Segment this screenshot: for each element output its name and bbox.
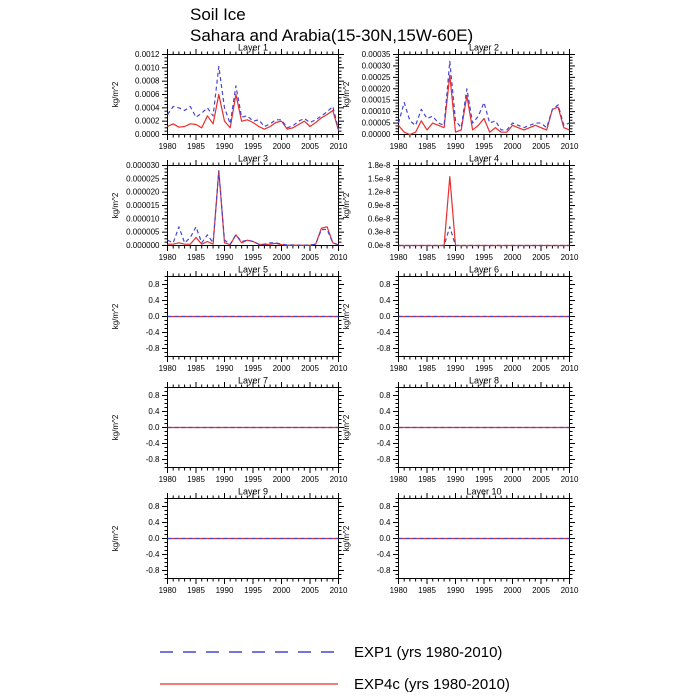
panel-layer-9 bbox=[105, 486, 350, 600]
plot-frame bbox=[168, 166, 339, 246]
x-tick-label: 1990 bbox=[446, 586, 465, 595]
plot-frame bbox=[399, 55, 570, 135]
panel-layer-8 bbox=[336, 375, 581, 489]
x-tick-label: 1990 bbox=[446, 475, 465, 484]
legend-label-exp1: EXP1 (yrs 1980-2010) bbox=[354, 643, 503, 661]
y-tick-label: 1.5e-8 bbox=[367, 174, 391, 184]
panel-layer-3 bbox=[105, 153, 350, 267]
panel-layer-2 bbox=[336, 42, 581, 156]
y-tick-label: 0.3e-8 bbox=[367, 227, 391, 237]
x-tick-label: 2010 bbox=[560, 253, 579, 262]
y-tick-label: 0.0 bbox=[379, 423, 391, 432]
x-tick-label: 2010 bbox=[329, 586, 348, 595]
x-tick-label: 1995 bbox=[244, 364, 262, 373]
x-tick-label: 1995 bbox=[475, 142, 493, 151]
y-tick-label: 0.0012 bbox=[135, 50, 160, 59]
x-tick-label: 2010 bbox=[329, 142, 348, 151]
legend-line-dashed bbox=[158, 646, 340, 658]
panel-title: Layer 5 bbox=[237, 264, 269, 275]
exp1-line bbox=[168, 171, 339, 245]
x-tick-label: 1995 bbox=[475, 475, 493, 484]
y-tick-label: 0.000020 bbox=[126, 187, 160, 197]
y-tick-label: -0.4 bbox=[145, 439, 160, 448]
y-tick-label: -0.8 bbox=[145, 566, 160, 575]
x-tick-label: 1990 bbox=[446, 142, 465, 151]
panel-title: Layer 4 bbox=[468, 153, 500, 164]
x-tick-label: 1990 bbox=[446, 253, 465, 262]
y-tick-label: 0.4 bbox=[148, 407, 160, 416]
y-tick-label: 0.8 bbox=[379, 280, 391, 289]
panel-title: Layer 7 bbox=[237, 375, 269, 386]
x-tick-label: 2010 bbox=[329, 475, 348, 484]
y-tick-label: 0.000005 bbox=[126, 227, 160, 237]
x-tick-label: 2010 bbox=[560, 364, 579, 373]
y-axis-label: kg/m^2 bbox=[342, 525, 351, 552]
y-axis-label: kg/m^2 bbox=[111, 525, 120, 552]
panel-title: Layer 6 bbox=[468, 264, 500, 275]
panel-layer-6 bbox=[336, 264, 581, 378]
x-tick-label: 2000 bbox=[272, 253, 291, 262]
x-tick-label: 1985 bbox=[418, 253, 436, 262]
x-tick-label: 1995 bbox=[475, 253, 493, 262]
y-tick-label: 0.000000 bbox=[126, 241, 160, 250]
y-tick-label: 0.0 bbox=[148, 312, 160, 321]
x-tick-label: 1990 bbox=[215, 253, 234, 262]
y-tick-label: -0.8 bbox=[376, 566, 391, 575]
x-tick-label: 1980 bbox=[158, 475, 177, 484]
y-tick-label: 0.00035 bbox=[361, 50, 391, 59]
x-tick-label: 2000 bbox=[272, 475, 291, 484]
y-tick-label: 0.000010 bbox=[126, 214, 160, 224]
x-tick-label: 2005 bbox=[532, 142, 550, 151]
x-tick-label: 1980 bbox=[158, 142, 177, 151]
panel-title: Layer 8 bbox=[468, 375, 500, 386]
legend-label-exp4c: EXP4c (yrs 1980-2010) bbox=[354, 675, 510, 693]
x-tick-label: 1980 bbox=[389, 253, 408, 262]
y-tick-label: 1.8e-8 bbox=[367, 161, 391, 170]
y-tick-label: 0.0004 bbox=[135, 103, 160, 113]
y-tick-label: 0.0002 bbox=[135, 116, 160, 126]
x-tick-label: 1980 bbox=[389, 586, 408, 595]
x-tick-label: 2005 bbox=[532, 253, 550, 262]
x-tick-label: 2000 bbox=[272, 142, 291, 151]
x-tick-label: 1985 bbox=[418, 364, 436, 373]
x-tick-label: 1990 bbox=[215, 142, 234, 151]
x-tick-label: 1985 bbox=[187, 253, 205, 262]
y-tick-label: 0.000015 bbox=[126, 201, 160, 210]
y-tick-label: 0.8 bbox=[148, 280, 160, 289]
y-tick-label: 0.0e-8 bbox=[367, 241, 391, 250]
x-tick-label: 1990 bbox=[215, 586, 234, 595]
y-tick-label: 0.0 bbox=[148, 423, 160, 432]
panel-title: Layer 2 bbox=[468, 42, 500, 53]
y-tick-label: -0.8 bbox=[376, 455, 391, 464]
x-tick-label: 2005 bbox=[532, 475, 550, 484]
y-tick-label: 0.8 bbox=[379, 502, 391, 511]
x-tick-label: 1980 bbox=[389, 142, 408, 151]
x-tick-label: 1990 bbox=[215, 364, 234, 373]
y-axis-label: kg/m^2 bbox=[342, 414, 351, 441]
x-tick-label: 1985 bbox=[187, 475, 205, 484]
y-tick-label: 0.0 bbox=[379, 312, 391, 321]
x-tick-label: 2000 bbox=[503, 364, 522, 373]
y-tick-label: 0.00020 bbox=[361, 84, 391, 94]
x-tick-label: 2000 bbox=[272, 364, 291, 373]
panel-layer-5 bbox=[105, 264, 350, 378]
x-tick-label: 2005 bbox=[301, 142, 319, 151]
y-tick-label: -0.4 bbox=[145, 550, 160, 559]
x-tick-label: 2005 bbox=[532, 364, 550, 373]
x-tick-label: 2010 bbox=[560, 586, 579, 595]
x-tick-label: 1985 bbox=[187, 364, 205, 373]
panel-layer-1 bbox=[105, 42, 350, 156]
y-tick-label: 0.0008 bbox=[135, 76, 160, 86]
y-tick-label: 0.00025 bbox=[361, 72, 391, 82]
figure-title-line1: Soil Ice bbox=[190, 5, 246, 24]
x-tick-label: 1985 bbox=[187, 586, 205, 595]
y-tick-label: 0.00030 bbox=[361, 61, 391, 71]
y-tick-label: 0.8 bbox=[148, 391, 160, 400]
panel-title: Layer 1 bbox=[237, 42, 269, 53]
x-tick-label: 2010 bbox=[560, 475, 579, 484]
y-axis-label: kg/m^2 bbox=[342, 303, 351, 330]
y-tick-label: -0.4 bbox=[376, 328, 391, 337]
x-tick-label: 2000 bbox=[503, 253, 522, 262]
y-tick-label: 0.0006 bbox=[135, 90, 160, 99]
y-tick-label: 0.8 bbox=[379, 391, 391, 400]
x-tick-label: 1985 bbox=[418, 475, 436, 484]
x-tick-label: 1990 bbox=[215, 475, 234, 484]
x-tick-label: 2000 bbox=[503, 586, 522, 595]
y-tick-label: -0.8 bbox=[145, 455, 160, 464]
x-tick-label: 1995 bbox=[244, 253, 262, 262]
panel-title: Layer 10 bbox=[466, 486, 502, 497]
y-tick-label: -0.8 bbox=[145, 344, 160, 353]
exp4c-line bbox=[399, 177, 570, 246]
y-tick-label: 0.0000 bbox=[135, 130, 160, 139]
x-tick-label: 2005 bbox=[301, 475, 319, 484]
x-tick-label: 2010 bbox=[329, 253, 348, 262]
x-tick-label: 1985 bbox=[418, 586, 436, 595]
y-tick-label: -0.8 bbox=[376, 344, 391, 353]
y-tick-label: 0.4 bbox=[379, 407, 391, 416]
y-axis-label: kg/m^2 bbox=[111, 303, 120, 330]
x-tick-label: 2010 bbox=[560, 142, 579, 151]
x-tick-label: 1980 bbox=[389, 364, 408, 373]
y-tick-label: 0.00005 bbox=[361, 118, 391, 128]
y-tick-label: 0.6e-8 bbox=[367, 214, 391, 224]
x-tick-label: 2000 bbox=[503, 142, 522, 151]
y-tick-label: -0.4 bbox=[145, 328, 160, 337]
x-tick-label: 1985 bbox=[187, 142, 205, 151]
x-tick-label: 2005 bbox=[301, 253, 319, 262]
y-axis-label: kg/m^2 bbox=[111, 414, 120, 441]
y-tick-label: 0.9e-8 bbox=[367, 201, 391, 210]
y-tick-label: 0.0 bbox=[148, 534, 160, 543]
x-tick-label: 1980 bbox=[158, 253, 177, 262]
panel-layer-7 bbox=[105, 375, 350, 489]
x-tick-label: 1980 bbox=[158, 364, 177, 373]
legend-line-solid bbox=[158, 678, 340, 690]
x-tick-label: 2005 bbox=[301, 586, 319, 595]
x-tick-label: 2000 bbox=[503, 475, 522, 484]
y-tick-label: 0.00010 bbox=[361, 107, 391, 117]
legend bbox=[158, 636, 510, 700]
y-tick-label: -0.4 bbox=[376, 439, 391, 448]
y-tick-label: 0.4 bbox=[148, 518, 160, 527]
panel-title: Layer 3 bbox=[237, 153, 269, 164]
x-tick-label: 1980 bbox=[158, 586, 177, 595]
exp4c-line bbox=[168, 171, 339, 245]
y-tick-label: 0.000025 bbox=[126, 174, 160, 184]
y-tick-label: 0.000030 bbox=[126, 161, 160, 170]
panel-layer-10 bbox=[336, 486, 581, 600]
y-axis-label: kg/m^2 bbox=[342, 192, 351, 219]
figure-title-line2: Sahara and Arabia(15-30N,15W-60E) bbox=[190, 26, 474, 45]
y-tick-label: 0.4 bbox=[379, 296, 391, 305]
x-tick-label: 2000 bbox=[272, 586, 291, 595]
y-tick-label: 0.0 bbox=[379, 534, 391, 543]
y-axis-label: kg/m^2 bbox=[342, 81, 351, 108]
y-axis-label: kg/m^2 bbox=[111, 81, 120, 108]
x-tick-label: 1985 bbox=[418, 142, 436, 151]
exp1-line bbox=[168, 67, 339, 130]
exp1-line bbox=[399, 227, 570, 246]
y-tick-label: -0.4 bbox=[376, 550, 391, 559]
legend-item-exp4c bbox=[158, 668, 510, 700]
x-tick-label: 1980 bbox=[389, 475, 408, 484]
x-tick-label: 1995 bbox=[244, 586, 262, 595]
x-tick-label: 2010 bbox=[329, 364, 348, 373]
y-tick-label: 1.2e-8 bbox=[367, 187, 391, 197]
plot-frame bbox=[399, 166, 570, 246]
x-tick-label: 1990 bbox=[446, 364, 465, 373]
x-tick-label: 2005 bbox=[301, 364, 319, 373]
y-tick-label: 0.0010 bbox=[135, 63, 160, 73]
x-tick-label: 1995 bbox=[244, 142, 262, 151]
y-tick-label: 0.00000 bbox=[361, 130, 391, 139]
x-tick-label: 1995 bbox=[475, 586, 493, 595]
y-tick-label: 0.4 bbox=[379, 518, 391, 527]
y-tick-label: 0.00015 bbox=[361, 95, 391, 105]
x-tick-label: 1995 bbox=[244, 475, 262, 484]
legend-item-exp1 bbox=[158, 636, 510, 668]
y-tick-label: 0.8 bbox=[148, 502, 160, 511]
panel-title: Layer 9 bbox=[237, 486, 269, 497]
panel-layer-4 bbox=[336, 153, 581, 267]
x-tick-label: 2005 bbox=[532, 586, 550, 595]
x-tick-label: 1995 bbox=[475, 364, 493, 373]
y-axis-label: kg/m^2 bbox=[111, 192, 120, 219]
y-tick-label: 0.4 bbox=[148, 296, 160, 305]
